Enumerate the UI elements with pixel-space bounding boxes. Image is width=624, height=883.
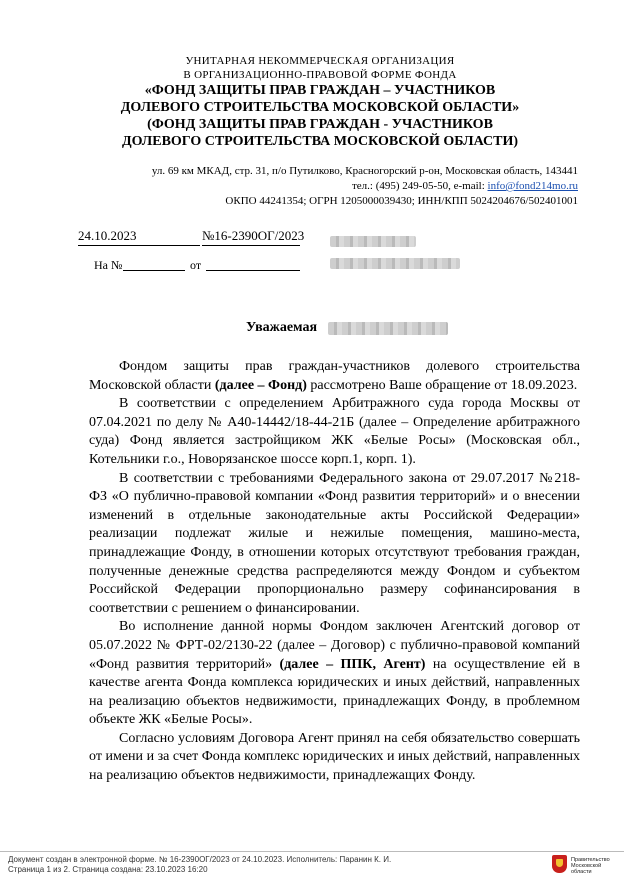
gov-text-2: Московской области	[571, 863, 602, 875]
ref-date-line	[206, 270, 300, 271]
outgoing-date: 24.10.2023	[78, 228, 137, 243]
org-name-3: (ФОНД ЗАЩИТЫ ПРАВ ГРАЖДАН - УЧАСТНИКОВ	[147, 117, 493, 132]
redacted-addressee-name	[328, 322, 448, 335]
registration-codes: ОКПО 44241354; ОГРН 1205000039430; ИНН/КПП 5024204676/502401001	[225, 195, 578, 207]
paragraph: В соответствии с определением Арбитражного суда города Москвы от 07.04.2021 по делу № А40-14442/18-44-21Б (далее – Определение арбитражного суда) Фонд является застройщиком ЖК «Белые Росы» (Московская обл., Котельники г.о., Новорязанское шоссе корп.1, корп. 1).	[89, 396, 580, 467]
org-name-1: «ФОНД ЗАЩИТЫ ПРАВ ГРАЖДАН – УЧАСТНИКОВ	[144, 83, 496, 98]
paragraph: Согласно условиям Договора Агент принял на себя обязательство совершать от имени и за счет Фонда комплекс юридических и иных действий, направленных на реализацию объектов недвижимости, принадлежащих Фонду.	[89, 730, 580, 784]
paragraph: В соответствии с требованиями Федерального закона от 29.07.2017 №218-ФЗ «О публично-правовой компании «Фонд развития территорий» и о внесении изменений в отдельные законодательные акты Российской Федерации» реализации подлежат жилые и нежилые помещения, машино-места, принадлежащие Фонду, в отношении которых отсутствуют требования граждан, полученные денежные средства распределяются между Фондом и субъектом Российской Федерации пропорционально размеру софинансирования в соответствии с решением о финансировании.	[89, 470, 580, 616]
phone-email	[58, 179, 578, 193]
footer-divider	[0, 851, 624, 852]
ref-date-label: от	[190, 258, 202, 272]
phone-label: тел.: (495) 249-05-50, e-mail:	[351, 180, 488, 192]
org-line-2: В ОРГАНИЗАЦИОННО-ПРАВОВОЙ ФОРМЕ ФОНДА	[183, 69, 457, 81]
footer-line-2: Страница 1 из 2. Страница создана: 23.10.2023 16:20	[8, 865, 208, 874]
coat-of-arms-icon	[552, 855, 567, 873]
paragraph: Фондом защиты прав граждан-участников долевого строительства Московской области (далее – Фонд) рассмотрено Ваше обращение от 18.09.2023.	[89, 359, 580, 393]
letter-body	[89, 358, 580, 786]
org-name-2: ДОЛЕВОГО СТРОИТЕЛЬСТВА МОСКОВСКОЙ ОБЛАСТИ»	[120, 100, 520, 115]
gov-text-1: Правительство	[571, 857, 610, 863]
outgoing-number: №16-2390ОГ/2023	[202, 228, 305, 243]
number-underline	[202, 245, 300, 246]
address: ул. 69 км МКАД, стр. 31, п/о Путилково, Красногорский р-он, Московская область, 143441	[151, 165, 578, 177]
org-name-4: ДОЛЕВОГО СТРОИТЕЛЬСТВА МОСКОВСКОЙ ОБЛАСТИ)	[121, 134, 519, 149]
redacted-recipient-name	[330, 236, 416, 247]
email-link[interactable]: info@fond214mo.ru	[487, 180, 578, 192]
ref-number-line	[123, 270, 185, 271]
footer-info	[8, 855, 391, 875]
salutation: Уважаемая	[246, 320, 318, 335]
footer-line-1: Документ создан в электронной форме. № 16-2390ОГ/2023 от 24.10.2023. Исполнитель: Паранин К. И.	[8, 855, 392, 864]
date-underline	[78, 245, 200, 246]
paragraph: Во исполнение данной нормы Фондом заключен Агентский договор от 05.07.2022 № ФРТ-02/2130-22 (далее – Договор) с публично-правовой компаний «Фонд развития территорий» (далее – ППК, Агент) на осуществление ей в качестве агента Фонда комплекса юридических и иных действий, направленных на реализацию объектов недвижимости, принадлежащих Фонду, в проблемном объекте ЖК «Белые Росы».	[89, 619, 580, 728]
government-logo-text	[571, 857, 621, 875]
emblem-shield-icon	[556, 859, 563, 867]
ref-number-label: На №	[94, 258, 123, 272]
org-line-1: УНИТАРНАЯ НЕКОММЕРЧЕСКАЯ ОРГАНИЗАЦИЯ	[185, 55, 455, 67]
redacted-recipient-address	[330, 258, 460, 269]
